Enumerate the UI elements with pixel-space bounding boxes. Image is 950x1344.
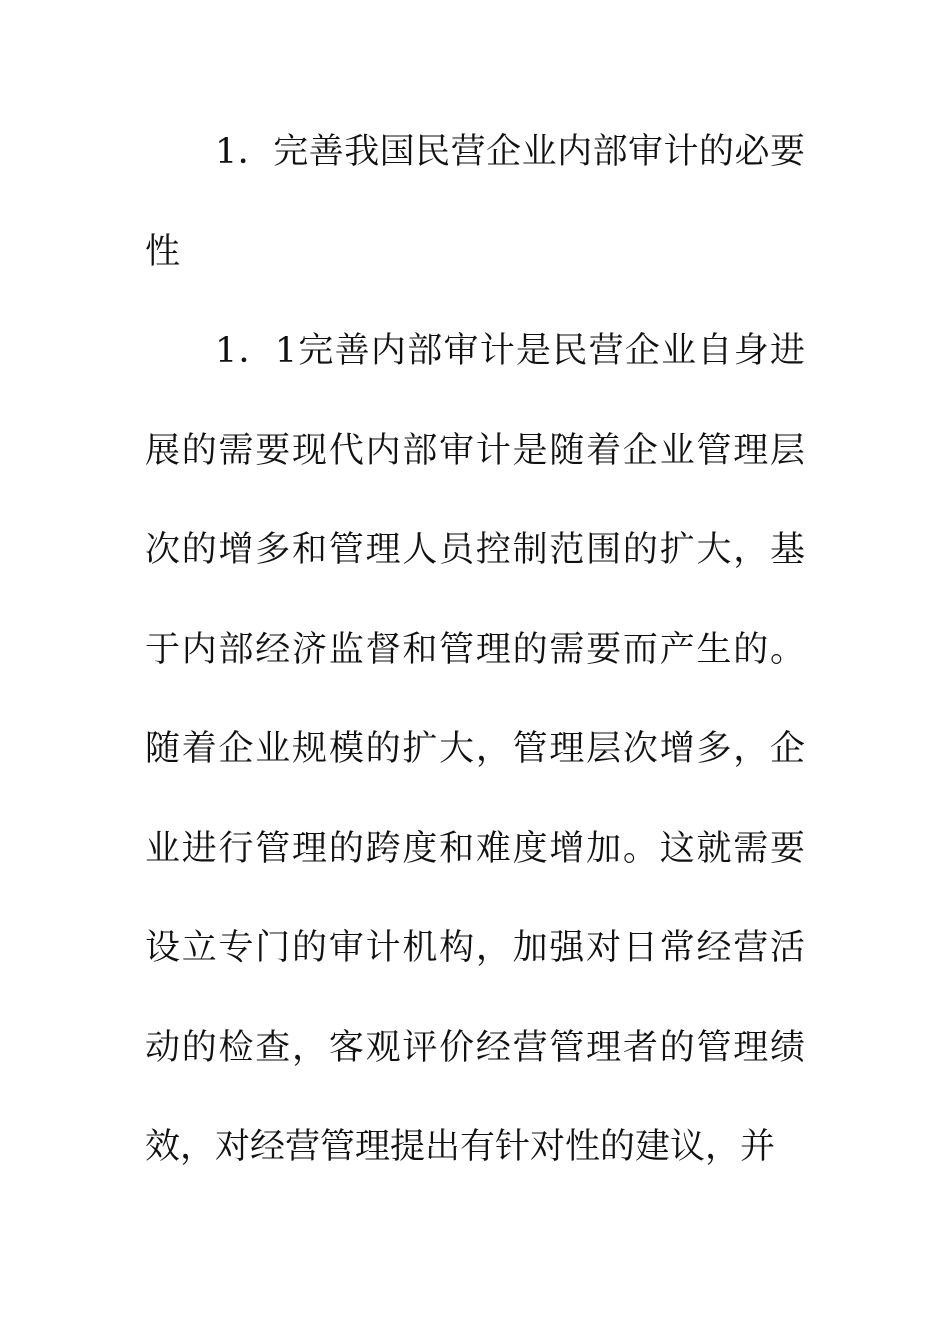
- document-body: [145, 103, 805, 1198]
- body-paragraph: 1．1完善内部审计是民营企业自身进展的需要现代内部审计是随着企业管理层次的增多和管理人员控制范围的扩大，基于内部经济监督和管理的需要而产生的。随着企业规模的扩大，管理层次增多，企业进行管理的跨度和难度增加。这就需要设立专门的审计机构，加强对日常经营活动的检查，客观评价经营管理者的管理绩效，对经营管理提出有针对性的建议，并: [145, 331, 805, 1167]
- section-heading: 1．完善我国民营企业内部审计的必要性: [145, 132, 805, 272]
